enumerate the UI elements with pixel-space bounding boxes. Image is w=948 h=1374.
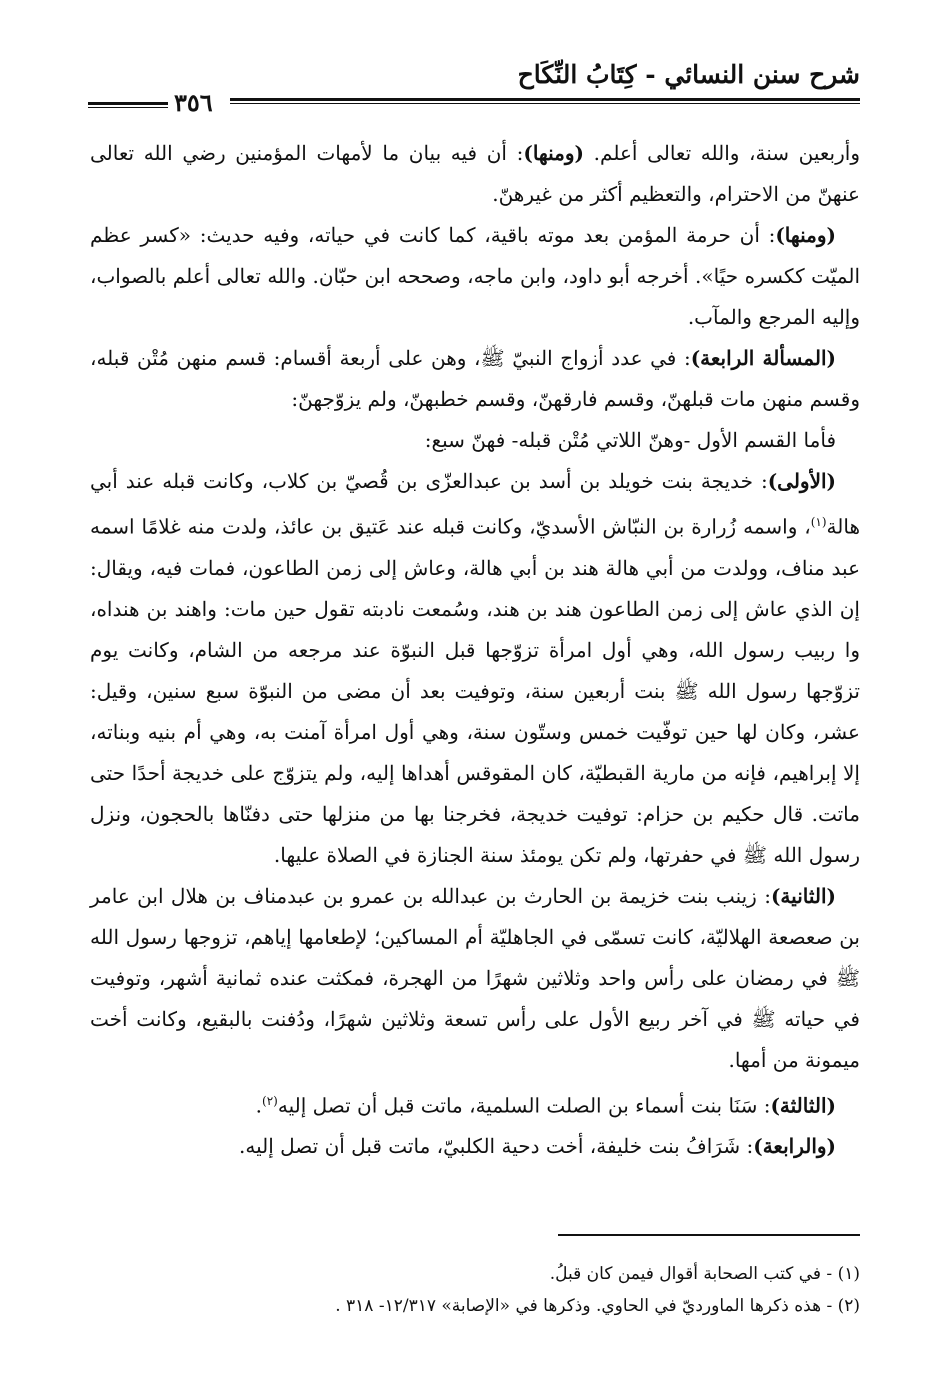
paragraph-4 [90,420,860,461]
paragraph-7-end: . [255,1093,263,1118]
paragraph-3 [90,338,860,420]
page-header [88,58,860,118]
paragraph-7 [90,1081,860,1127]
paragraph-1-lead: (ومنها) [523,141,585,165]
paragraph-4-text: فأما القسم الأول -وهنّ اللاتي مُتْن قبله- فهنّ سبع: [424,428,836,452]
footnote-2: (٢) - هذه ذكرها الماورديّ في الحاوي. وذكرها في «الإصابة» ١٢/٣١٧- ٣١٨ . [335,1296,860,1316]
paragraph-3-lead: (المسألة الرابعة) [690,346,836,370]
paragraph-5-rest-a: : خديجة بنت خويلد بن أسد بن عبدالعزّى بن قُصيّ بن كلاب، وكانت قبله عند أبي هالة [90,469,860,539]
paragraph-2-lead: (ومنها) [775,223,836,247]
header-rule [230,98,860,104]
paragraph-2 [90,215,860,338]
paragraph-8 [90,1126,860,1167]
paragraph-5-lead: (الأولى) [767,469,836,493]
footnote-marker-1: (١) [810,515,827,529]
footnote-marker-2: (٢) [262,1093,278,1108]
paragraph-7-rest: : سَنَا بنت أسماء بن الصلت السلمية، ماتت قبل أن تصل إليه [277,1093,771,1118]
paragraph-5-rest-b: ، واسمه زُرارة بن النبّاش الأسديّ، وكانت قبله عند عَتيق بن عائذ، ولدت منه غلامًا اسمه عبد مناف، وولدت من أبي هالة هند بن أبي هالة، وعاش إلى زمن الطاعون، فمات فيه، ويقال: إن الذي عاش إلى زمن الطاعون هند بن هند، وسُمعت نادبته تقول حين مات: واهند بن هنداه، وا ربيب رسول الله، وهي أول امرأة تزوّجها قبل النبوّة عند مرجعه من الشام، وكانت يوم تزوّجها رسول الله ﷺ بنت أربعين سنة، وتوفيت بعد أن مضى من النبوّة سبع سنين، وقيل: عشر، وكان لها حين توفّيت خمس وستّون سنة، وهي أول امرأة آمنت به، وهي أم بنيه وبناته، إلا إبراهيم، فإنه من مارية القبطيّة، كان المقوقس أهداها إليه، ولم يتزوّج على خديجة أحدًا حتى ماتت. قال حكيم بن حزام: توفيت خديجة، فخرجنا بها من منزلها حتى دفنّاها بالحجون، ونزل رسول الله ﷺ في حفرتها، ولم تكن يومئذ سنة الجنازة في الصلاة عليها. [90,514,860,867]
footnotes [90,1258,860,1322]
paragraph-8-rest: : شَرَافُ بنت خليفة، أخت دحية الكلبيّ، ماتت قبل أن تصل إليه. [239,1134,754,1159]
paragraph-1 [90,133,860,215]
paragraph-6-rest: : زينب بنت خزيمة بن الحارث بن عبدالله بن عمرو بن عبدمناف بن هلال ابن عامر بن صعصعة الهلاليّة، كانت تسمّى في الجاهليّة أم المساكين؛ لإطعامها إياهم، تزوجها رسول الله ﷺ في رمضان على رأس واحد وثلاثين شهرًا من الهجرة، فمكثت عنده ثمانية أشهر، وتوفيت في حياته ﷺ في آخر ربيع الأول على رأس تسعة وثلاثين شهرًا، ودُفنت بالبقيع، وكانت أخت ميمونة من أمها. [90,883,860,1072]
running-title: شرح سنن النسائي - كِتَابُ النِّكَاح [517,60,860,89]
paragraph-5 [90,461,860,876]
paragraph-6-lead: (الثانية) [770,883,836,908]
footnote-separator [558,1234,860,1236]
paragraph-7-lead: (الثالثة) [770,1093,836,1118]
paragraph-6 [90,876,860,1081]
paragraph-1-text: وأربعين سنة، والله تعالى أعلم. [593,141,860,165]
main-text [90,133,860,1167]
paragraph-3-rest: : في عدد أزواج النبيّ ﷺ، وهن على أربعة أقسام: قسم منهن مُتْن قبله، وقسم منهن مات قبلهنّ، وقسم فارقهنّ، وقسم خطبهنّ، ولم يزوّجهنّ: [90,346,860,411]
paragraph-1-rest: : أن فيه بيان ما لأمهات المؤمنين رضي الله تعالى عنهنّ من الاحترام، والتعظيم أكثر من غيرهنّ. [90,141,860,206]
paragraph-2-rest: : أن حرمة المؤمن بعد موته باقية، كما كانت في حياته، وفيه حديث: «كسر عظم الميّت ككسره حيًا». أخرجه أبو داود، وابن ماجه، وصححه ابن حبّان. والله تعالى أعلم بالصواب، وإليه المرجع والمآب. [90,223,860,329]
footnote-1: (١) - في كتب الصحابة أقوال فيمن كان قبلُ. [549,1264,860,1284]
page-number: ٣٥٦ [174,88,213,117]
page-number-rule [88,102,168,108]
paragraph-8-lead: (والرابعة) [753,1134,836,1159]
